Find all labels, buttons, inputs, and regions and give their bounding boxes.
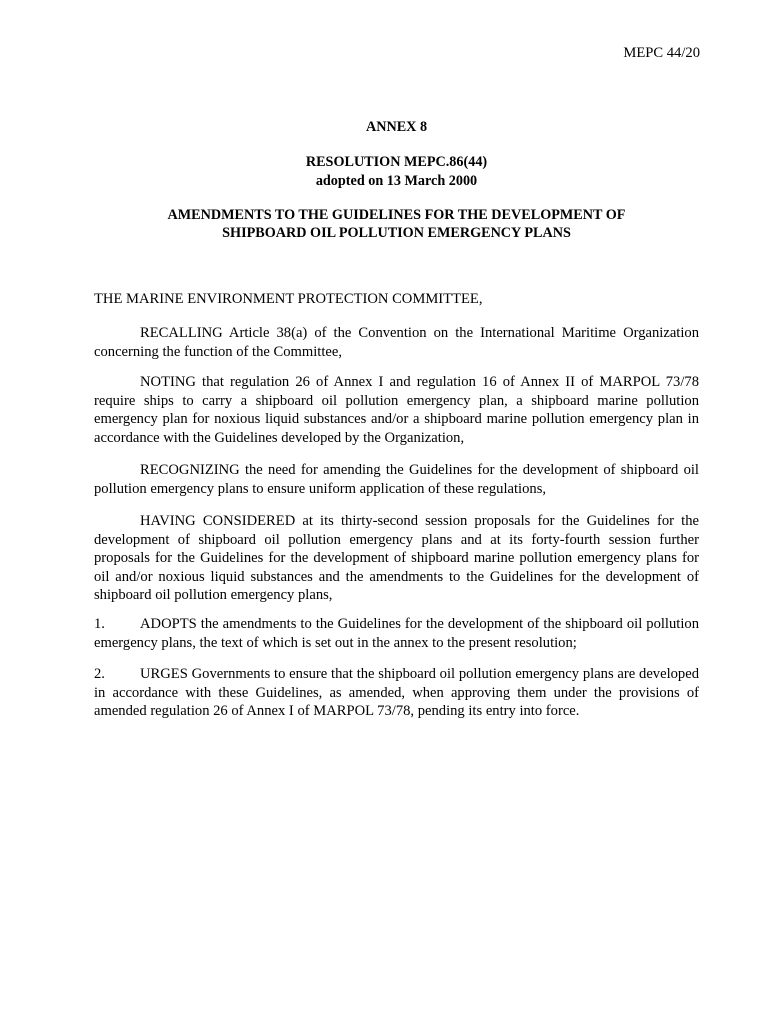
recognizing-text: RECOGNIZING the need for amending the Guidelines for the development of shipboard oil pollution emergency plans to ensure uniform application of these regulations, — [94, 462, 699, 497]
noting-text: NOTING that regulation 26 of Annex I and regulation 16 of Annex II of MARPOL 73/78 require ships to carry a shipboard oil pollution emergency plan, a shipboard marine pollution emergency plan for noxious liquid substances and/or a shipboard marine pollution emergency plan in accordance with the Guidelines developed by the Organization, — [94, 374, 699, 446]
having-considered-text: HAVING CONSIDERED at its thirty-second session proposals for the Guidelines for the development of shipboard oil pollution emergency plans and at its forty-fourth session further proposals for the Guidelines for the development of shipboard marine pollution emergency plans for oil and/or noxious liquid substances and the amendments to the Guidelines for the development of shipboard oil pollution emergency plans, — [94, 513, 699, 603]
having-considered-paragraph — [94, 512, 699, 605]
recalling-paragraph — [94, 324, 699, 361]
adopted-date: adopted on 13 March 2000 — [315, 173, 478, 189]
committee-paragraph — [94, 290, 699, 309]
recalling-text: RECALLING Article 38(a) of the Convention on the International Maritime Organization concerning the function of the Committee, — [94, 325, 699, 360]
item-2-content — [94, 665, 699, 721]
document-reference: MEPC 44/20 — [623, 45, 700, 61]
item-2-paragraph — [94, 665, 699, 721]
item-2-number: 2. — [94, 666, 105, 682]
recognizing-paragraph — [94, 461, 699, 498]
item-1-text: ADOPTS the amendments to the Guidelines for the development of the shipboard oil pollution emergency plans, the text of which is set out in the annex to the present resolution; — [94, 616, 699, 651]
item-1-content — [94, 615, 699, 652]
item-1-number: 1. — [94, 616, 105, 632]
annex-heading: ANNEX 8 — [365, 119, 428, 135]
noting-paragraph — [94, 373, 699, 447]
resolution-heading: RESOLUTION MEPC.86(44) — [305, 154, 488, 170]
item-1-paragraph — [94, 615, 699, 652]
committee-text: THE MARINE ENVIRONMENT PROTECTION COMMITTEE, — [94, 291, 483, 307]
title-line-1: AMENDMENTS TO THE GUIDELINES FOR THE DEVELOPMENT OF — [167, 207, 626, 223]
item-2-text: URGES Governments to ensure that the shipboard oil pollution emergency plans are developed in accordance with these Guidelines, as amended, when approving them under the provisions of amended regulation 26 of Annex I of MARPOL 73/78, pending its entry into force. — [94, 666, 699, 719]
title-line-2: SHIPBOARD OIL POLLUTION EMERGENCY PLANS — [222, 225, 571, 241]
